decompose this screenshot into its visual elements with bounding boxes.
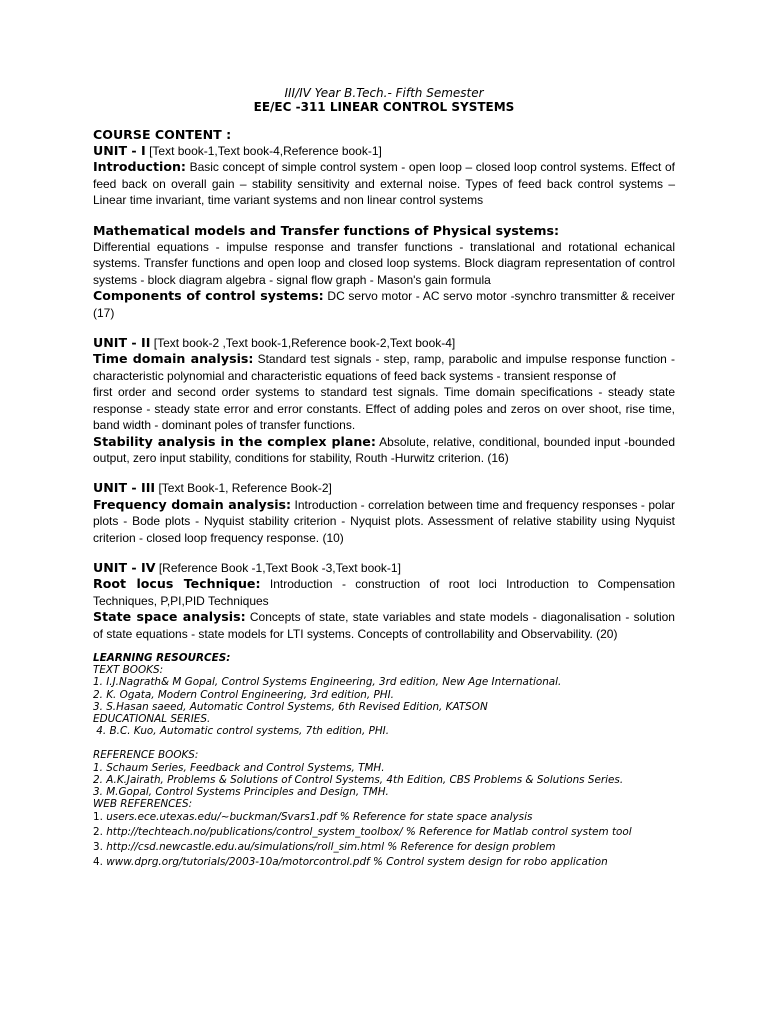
web-references-list [93, 810, 675, 870]
math-models-heading [93, 223, 675, 239]
unit-2-label: UNIT - II [93, 335, 151, 351]
course-content-heading: COURSE CONTENT : [93, 127, 232, 142]
time-domain-label: Time domain analysis: [93, 351, 254, 367]
stability-text: Absolute, relative, conditional, bounded input -bounded output, zero input stability, conditions for stability, Routh -Hurwitz criterion. (16) [93, 434, 675, 465]
web-reference-link[interactable]: http://csd.newcastle.edu.au/simulations/roll_sim.html % Reference for design problem [106, 841, 556, 854]
web-reference-number: 4. [93, 856, 107, 869]
frequency-domain-text: Introduction - correlation between time and frequency responses - polar plots - Bode plots - Nyquist stability criterion - Nyquist plots. Assessment of relative stability using Nyquist criterion - closed loop frequency response. (10) [93, 497, 675, 545]
components-paragraph [93, 288, 675, 321]
learning-resources-title: LEARNING RESOURCES: [93, 651, 231, 664]
unit-2-section [93, 335, 675, 466]
root-locus-label: Root locus Technique: [93, 576, 261, 592]
unit-2-refs: [Text book-2 ,Text book-1,Reference book-2,Text book-4] [150, 336, 456, 351]
introduction-text: Basic concept of simple control system - open loop – closed loop control systems. Effect of feed back on overall gain – stability sensitivity and external noise. Types of feed back control systems – Linear time invariant, time variant systems and non linear control systems [93, 160, 675, 208]
course-title: EE/EC -311 LINEAR CONTROL SYSTEMS [253, 100, 515, 114]
learning-resources [93, 652, 675, 810]
semester-line: III/IV Year B.Tech.- Fifth Semester [284, 86, 484, 100]
time-domain-text: Standard test signals - step, ramp, parabolic and impulse response function - characteristic polynomial and characteristic equations of feed back systems - transient response of [93, 352, 675, 383]
text-book-item: 4. B.C. Kuo, Automatic control systems, 7th edition, PHI. [93, 725, 390, 738]
introduction-paragraph [93, 159, 675, 208]
reference-book-item: 1. Schaum Series, Feedback and Control Systems, TMH. [93, 761, 385, 774]
web-reference-link[interactable]: www.dprg.org/tutorials/2003-10a/motorcontrol.pdf % Control system design for robo application [106, 856, 608, 869]
unit-4-section [93, 560, 675, 642]
math-models-text: Differential equations - impulse response and transfer functions - translational and rotational echanical systems. Transfer functions and open loop and closed loop systems. Block diagram representation of control systems - block diagram algebra - signal flow graph - Mason's gain formula [93, 240, 675, 287]
unit-3-refs: [Text Book-1, Reference Book-2] [155, 481, 332, 496]
time-domain-text-2: first order and second order systems to standard test signals. Time domain specifications - steady state response - steady state error and error constants. Effect of adding poles and zeros on over shoot, rise time, band width - dominant poles of transfer functions. [93, 385, 675, 433]
reference-book-item: 3. M.Gopal, Control Systems Principles and Design, TMH. [93, 786, 389, 798]
unit-1-refs: [Text book-1,Text book-4,Reference book-1] [145, 144, 382, 158]
components-label: Components of control systems: [93, 288, 324, 304]
state-space-text: Concepts of state, state variables and state models - diagonalisation - solution of state equations - state models for LTI systems. Concepts of controllability and Observability. (20) [93, 610, 675, 641]
introduction-label: Introduction: [93, 159, 186, 175]
web-reference-number: 3. [93, 841, 107, 854]
unit-3-label: UNIT - III [93, 480, 156, 496]
reference-book-item: 2. A.K.Jairath, Problems & Solutions of Control Systems, 4th Edition, CBS Problems & Solutions Series. [93, 773, 624, 786]
unit-3-heading [93, 480, 675, 496]
web-references-label: WEB REFERENCES: [93, 798, 193, 811]
document-header [93, 86, 675, 114]
unit-1-label: UNIT - I [93, 143, 146, 158]
text-book-item: 2. K. Ogata, Modern Control Engineering, 3rd edition, PHI. [93, 688, 394, 701]
unit-1-heading [93, 143, 675, 159]
unit-4-label: UNIT - IV [93, 559, 156, 575]
stability-paragraph [93, 434, 675, 467]
web-reference-number: 2. [93, 826, 107, 839]
time-domain-paragraph [93, 351, 675, 384]
state-space-label: State space analysis: [93, 609, 246, 625]
web-reference-item [93, 840, 675, 855]
text-book-item: 1. I.J.Nagrath& M Gopal, Control Systems Engineering, 3rd edition, New Age International. [93, 676, 562, 689]
unit-4-heading [93, 560, 675, 576]
state-space-paragraph [93, 609, 675, 642]
web-reference-link[interactable]: users.ece.utexas.edu/~buckman/Svars1.pdf % Reference for state space analysis [106, 811, 533, 824]
text-book-item: EDUCATIONAL SERIES. [93, 712, 211, 725]
unit-2-heading [93, 335, 675, 351]
web-reference-item [93, 855, 675, 870]
syllabus-page [93, 86, 675, 870]
components-text: DC servo motor - AC servo motor -synchro transmitter & receiver (17) [93, 289, 675, 320]
text-books-label: TEXT BOOKS: [93, 664, 164, 677]
web-reference-number: 1. [93, 811, 107, 824]
frequency-domain-label: Frequency domain analysis: [93, 496, 292, 512]
math-models-label: Mathematical models and Transfer functions of Physical systems: [93, 222, 560, 238]
web-reference-item [93, 825, 675, 840]
text-book-item: 3. S.Hasan saeed, Automatic Control Systems, 6th Revised Edition, KATSON [93, 700, 488, 713]
reference-books-label: REFERENCE BOOKS: [93, 749, 199, 762]
web-reference-item [93, 810, 675, 825]
unit-1-section [93, 143, 675, 321]
unit-3-section [93, 480, 675, 546]
root-locus-paragraph [93, 576, 675, 609]
frequency-domain-paragraph [93, 497, 675, 546]
stability-label: Stability analysis in the complex plane: [93, 433, 376, 449]
root-locus-text: Introduction - construction of root loci Introduction to Compensation Techniques, P,PI,PID Techniques [93, 577, 676, 608]
web-reference-link[interactable]: http://techteach.no/publications/control_system_toolbox/ % Reference for Matlab control system tool [106, 826, 632, 839]
unit-4-refs: [Reference Book -1,Text Book -3,Text book-1] [155, 560, 401, 575]
